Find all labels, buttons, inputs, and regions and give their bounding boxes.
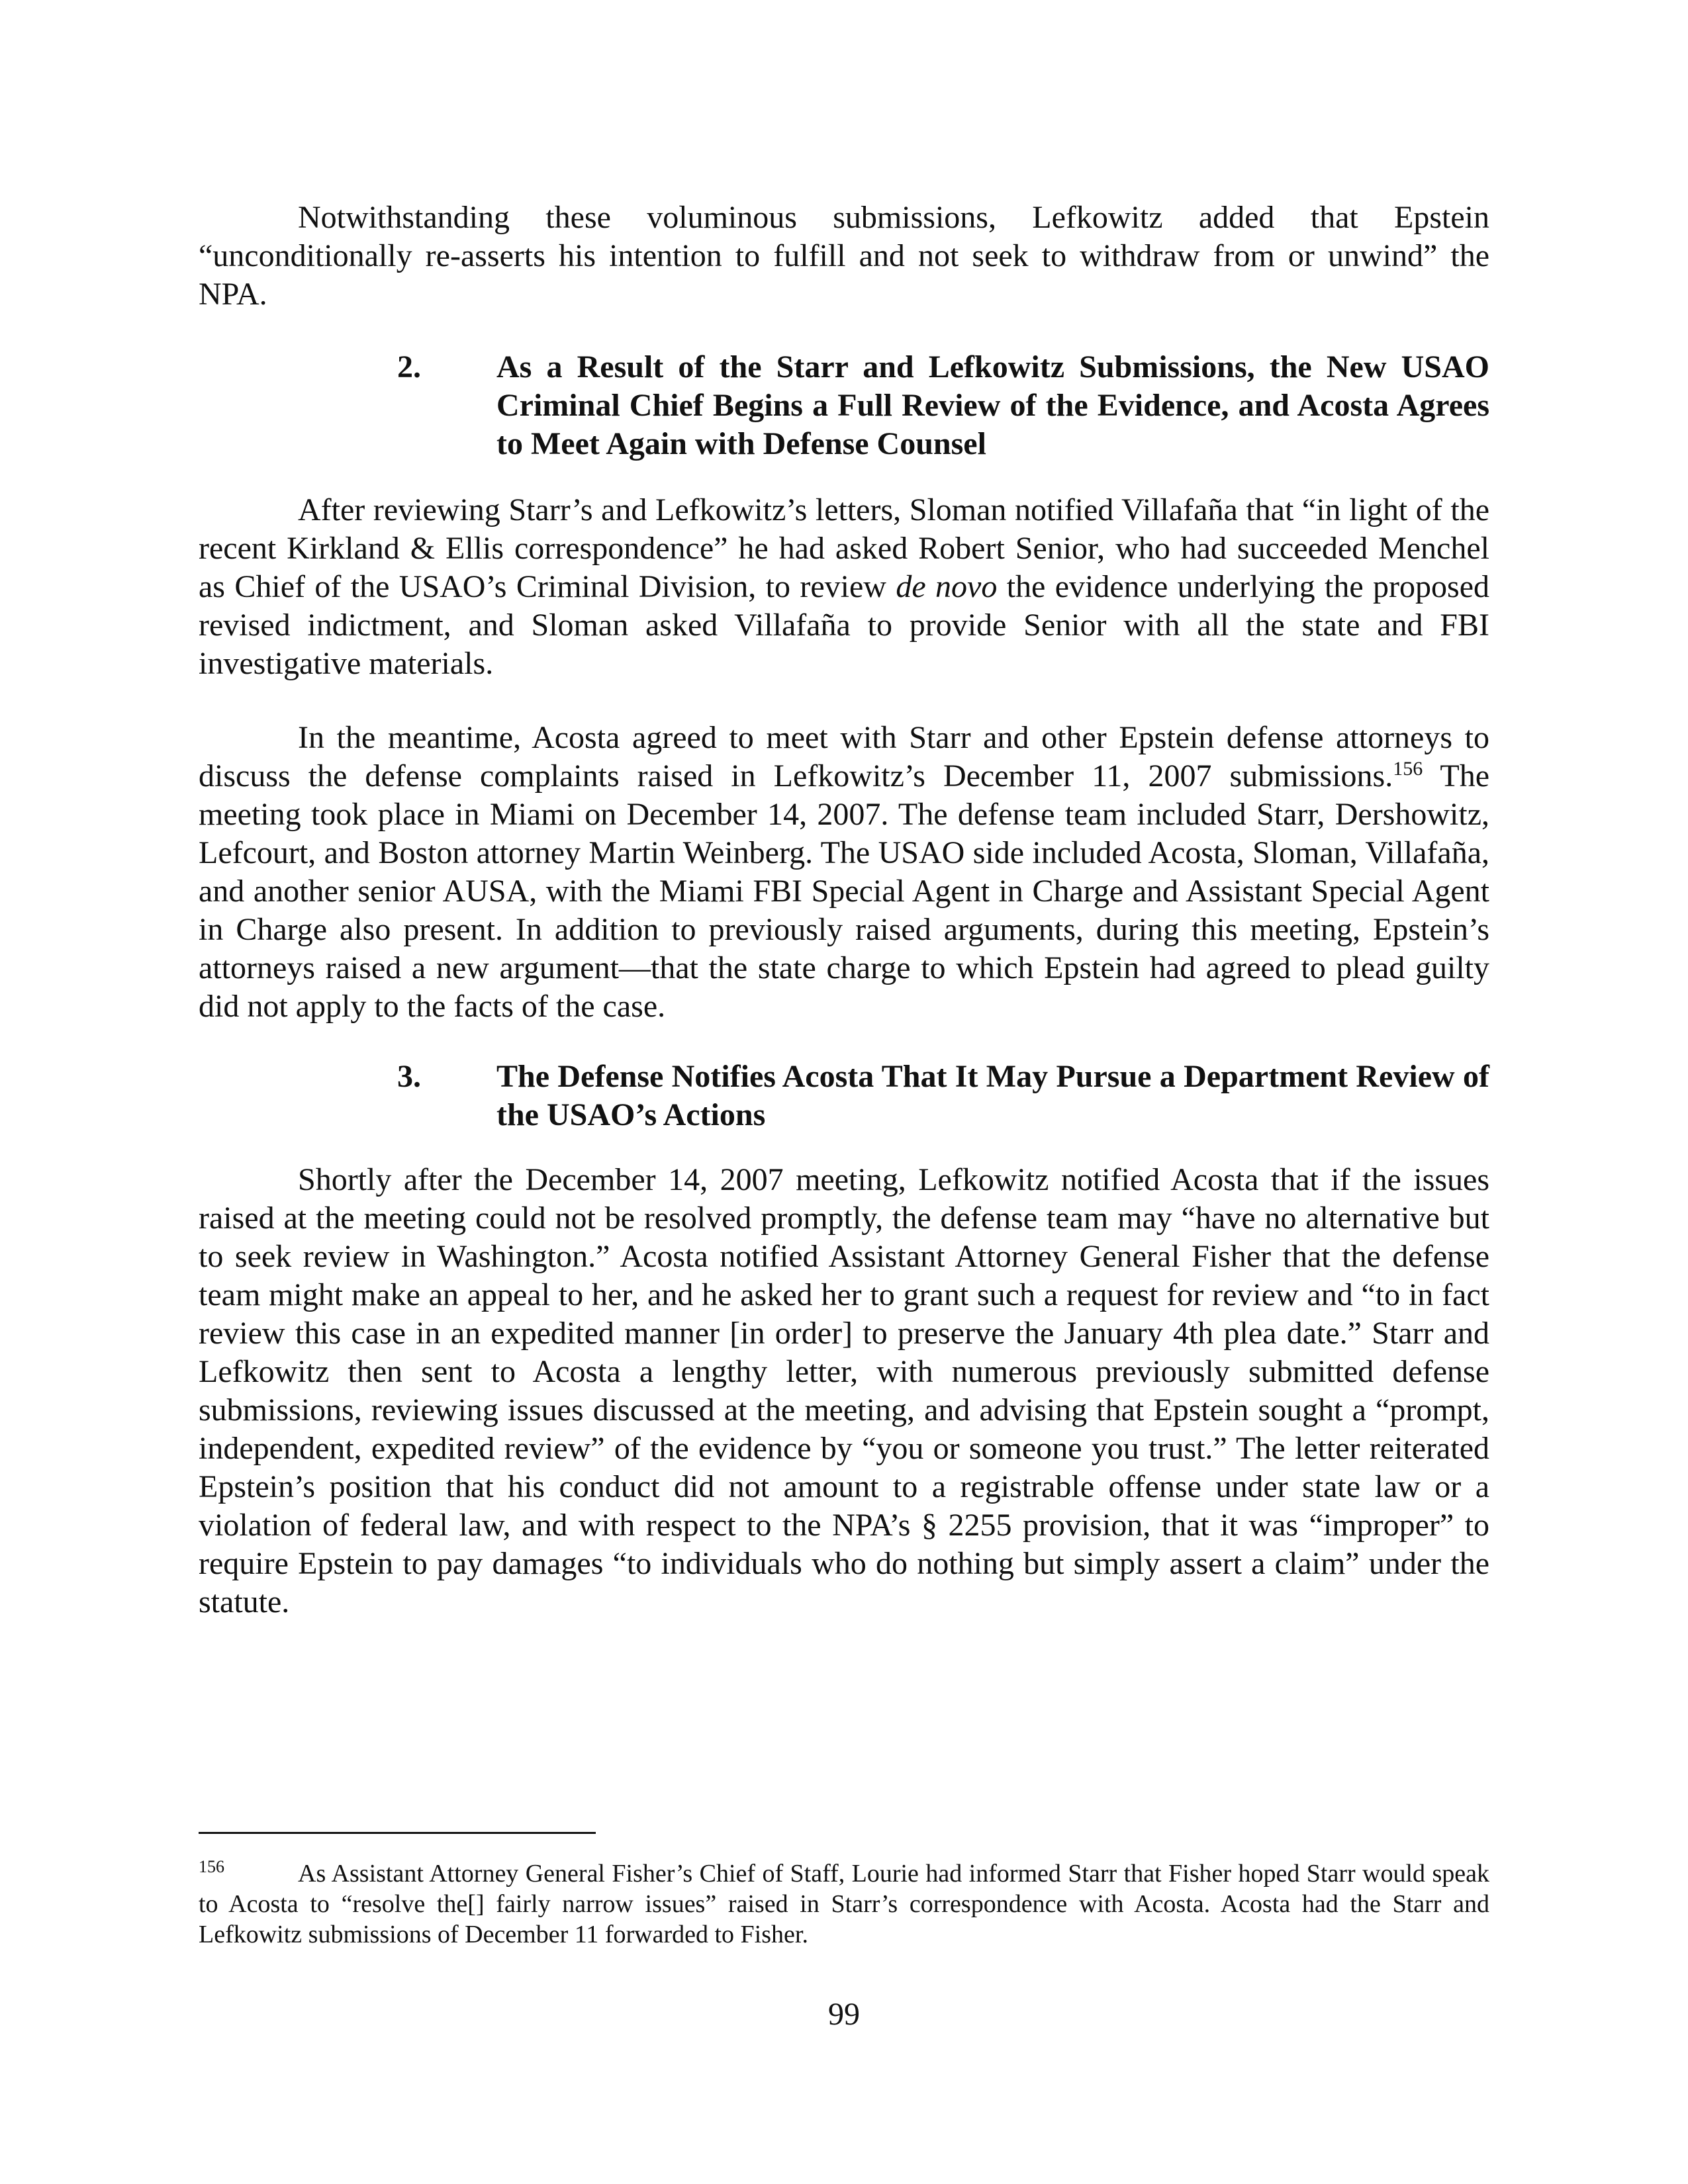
de-novo-italic: de novo	[896, 569, 998, 604]
document-page	[199, 0, 1489, 2184]
section-3-number: 3.	[397, 1059, 421, 1094]
footnote-divider	[199, 1832, 596, 1834]
section-3-heading: The Defense Notifies Acosta That It May Pursue a Department Review of the USAO’s Actions	[496, 1059, 1489, 1132]
footnote-reference[interactable]: 156	[1393, 758, 1423, 780]
paragraph-miami-meeting	[199, 719, 1489, 1026]
footnote-156: 156 As Assistant Attorney General Fisher’s Chief of Staff, Lourie had informed Starr that Fisher hoped Starr would speak to Acosta to “resolve the[] fairly narrow issues” raised in Starr’s correspondence with Acosta. Acosta had the Starr and Lefkowitz submissions of December 11 forwarded to Fisher.	[199, 1857, 1489, 1948]
page-number: 99	[828, 1997, 860, 2032]
section-2-number: 2.	[397, 349, 421, 385]
paragraph-de-novo-review-text-a: After reviewing Starr’s and Lefkowitz’s letters, Sloman notified Villafaña that “in light of the recent Kirkland & Ellis correspondence” he had asked Robert Senior, who had succeeded Menchel as Chief of the USAO’s Criminal Division, to review	[199, 492, 1489, 604]
paragraph-miami-meeting-text-a: In the meantime, Acosta agreed to meet with Starr and other Epstein defense attorneys to discuss the defense complaints raised in Lefkowitz’s December 11, 2007 submissions.	[199, 720, 1489, 794]
paragraph-department-review: Shortly after the December 14, 2007 meeting, Lefkowitz notified Acosta that if the issues raised at the meeting could not be resolved promptly, the defense team may “have no alternative but to seek review in Washington.” Acosta notified Assistant Attorney General Fisher that the defense team might make an appeal to her, and he asked her to grant such a request for review and “to in fact review this case in an expedited manner [in order] to preserve the January 4th plea date.” Starr and Lefkowitz then sent to Acosta a lengthy letter, with numerous previously submitted defense submissions, reviewing issues discussed at the meeting, and advising that Epstein sought a “prompt, independent, expedited review” of the evidence by “you or someone you trust.” The letter reiterated Epstein’s position that his conduct did not amount to a registrable offense under state law or a violation of federal law, and with respect to the NPA’s § 2255 provision, that it was “improper” to require Epstein to pay damages “to individuals who do nothing but simply assert a claim” under the statute.	[199, 1162, 1489, 1619]
paragraph-de-novo-review	[199, 491, 1489, 683]
paragraph-de-novo-review-text-b: the evidence underlying the proposed revised indictment, and Sloman asked Villafaña to provide Senior with all the state and FBI investigative materials.	[199, 569, 1490, 681]
paragraph-npa-reassertion: Notwithstanding these voluminous submissions, Lefkowitz added that Epstein “unconditionally re-asserts his intention to fulfill and not seek to withdraw from or unwind” the NPA.	[199, 200, 1489, 312]
section-2-heading: As a Result of the Starr and Lefkowitz Submissions, the New USAO Criminal Chief Begins a Full Review of the Evidence, and Acosta Agrees to Meet Again with Defense Counsel	[496, 349, 1489, 461]
paragraph-miami-meeting-text-b: The meeting took place in Miami on December 14, 2007. The defense team included Starr, Dershowitz, Lefcourt, and Boston attorney Martin Weinberg. The USAO side included Acosta, Sloman, Villafaña, and another senior AUSA, with the Miami FBI Special Agent in Charge and Assistant Special Agent in Charge also present. In addition to previously raised arguments, during this meeting, Epstein’s attorneys raised a new argument—that the state charge to which Epstein had agreed to plead guilty did not apply to the facts of the case.	[199, 758, 1489, 1024]
footnote-text: As Assistant Attorney General Fisher’s Chief of Staff, Lourie had informed Starr that Fisher hoped Starr would speak to Acosta to “resolve the[] fairly narrow issues” raised in Starr’s correspondence with Acosta. Acosta had the Starr and Lefkowitz submissions of December 11 forwarded to Fisher.	[199, 1860, 1489, 1948]
